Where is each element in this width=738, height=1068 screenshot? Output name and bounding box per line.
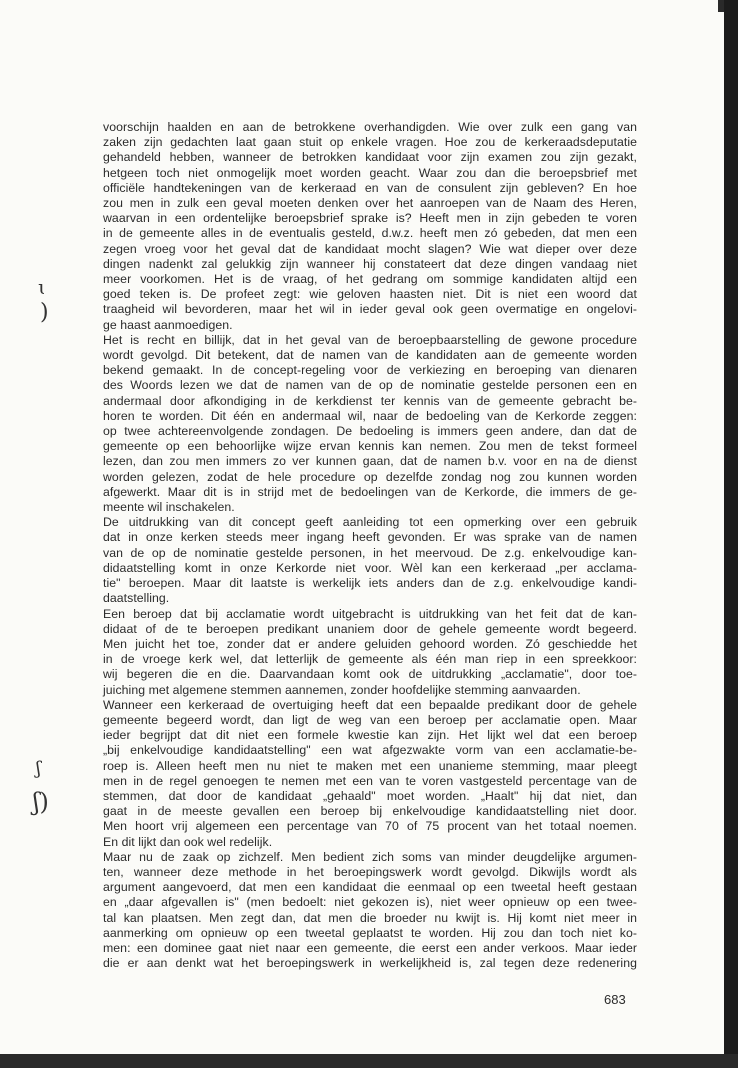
text-line: argument aangevoerd, dat men een kandidaat die eenmaal op een tweetal heeft gestaan — [103, 880, 637, 895]
text-line: die er aan denkt wat het beroepingswerk in werkelijkheid is, zal tegen deze redenering — [103, 956, 637, 971]
text-line: horen te worden. Dit één en andermaal wil, naar de bedoeling van de Kerkorde zeggen: — [103, 408, 637, 423]
scan-edge-right — [724, 0, 738, 1068]
text-line: gemeente begeerd wordt, dan ligt de weg van een beroep per acclamatie open. Maar — [103, 712, 637, 727]
margin-mark: ɩ — [38, 275, 46, 299]
text-line: officiële handtekeningen van de kerkeraad en van de consulent zijn gebleven? En hoe — [103, 180, 637, 195]
text-line: Maar nu de zaak op zichzelf. Men bedient zich soms van minder deugdelijke argumen- — [103, 849, 637, 864]
text-line: zou men in zulk een geval moeten denken over het aanroepen van de Naam des Heren, — [103, 196, 637, 211]
text-line: afgewerkt. Maar dit is in strijd met de bedoelingen van de Kerkorde, die immers de ge- — [103, 484, 637, 499]
text-line: Men hoort vrij algemeen een percentage van 70 of 75 procent van het totaal noemen. — [103, 819, 637, 834]
text-line: En dit lijkt dan ook wel redelijk. — [103, 834, 273, 849]
text-line: ge haast aanmoedigen. — [103, 317, 233, 332]
text-line: Wanneer een kerkeraad de overtuiging heeft dat een bepaalde predikant door de gehele — [103, 697, 637, 712]
text-line: van de op de nominatie gestelde personen, in het meervoud. De z.g. enkelvoudige kan- — [103, 545, 637, 560]
text-line: Een beroep dat bij acclamatie wordt uitgebracht is uitdrukking van het feit dat de kan- — [103, 606, 637, 621]
text-line: aanmerking om opnieuw op een tweetal geplaatst te worden. Hij zou dan toch niet ko- — [103, 925, 637, 940]
text-line: tie" beroepen. Maar dit laatste is werkelijk iets anders dan de z.g. enkelvoudige kandi- — [103, 576, 637, 591]
margin-mark: ʃ) — [33, 788, 49, 816]
margin-mark: ) — [40, 300, 49, 325]
text-line: daatstelling. — [103, 591, 170, 606]
text-line: lezen, dan zou men immers zo ver kunnen gaan, dat de namen b.v. voor en na de dienst — [103, 454, 637, 469]
scan-edge-bottom — [0, 1054, 738, 1068]
text-line: didaat of de te beroepen predikant unaniem door de gehele gemeente wordt begeerd. — [103, 621, 637, 636]
text-line: worden gelezen, zodat de hele procedure op dezelfde zondag nog zou kunnen worden — [103, 469, 637, 484]
text-line: meer voorkomen. Het is de vraag, of het gedrang om sommige kandidaten altijd een — [103, 272, 637, 287]
text-line: men: een dominee gaat niet naar een gemeente, die eerst een ander verkoos. Maar ieder — [103, 940, 637, 955]
text-line: in de vroege kerk wel, dat letterlijk de gemeente als één man riep in een spreekkoor: — [103, 652, 637, 667]
text-line: des Woords lezen we dat de namen van de op de nominatie gestelde personen een en — [103, 378, 637, 393]
text-line: voorschijn haalden en aan de betrokkene overhandigden. Wie over zulk een gang van — [103, 120, 637, 134]
text-line: men in de regel genoegen te nemen met een van te voren vastgesteld percentage van de — [103, 773, 637, 788]
text-line: en „daar afgevallen is" (men bedoelt: niet gekozen is), niet weer opnieuw op een twee- — [103, 895, 637, 910]
text-line: gemeente op een behoorlijke wijze ervan kennis kan nemen. Zou men de tekst formeel — [103, 439, 637, 454]
text-line: juiching met algemene stemmen aannemen, zonder hoofdelijke stemming aanvaarden. — [103, 682, 581, 697]
margin-mark: ʃ — [36, 758, 41, 779]
text-line: didaatstelling komt in onze Kerkorde niet voor. Wèl kan een kerkeraad „per acclama- — [103, 560, 637, 575]
text-line: wij begeren die en die. Daarvandaan komt ook de uitdrukking „acclamatie", door toe- — [103, 667, 637, 682]
text-line: zaken zijn gedachten laat gaan stuit op enkele vragen. Hoe zou de kerkeraadsdeputatie — [103, 135, 637, 150]
text-line: gaat in de meeste gevallen een beroep bij enkelvoudige kandidaatstelling niet door. — [103, 804, 637, 819]
text-line: ieder begrijpt dat dit niet een formele kwestie kan zijn. Het lijkt wel dat een beroep — [103, 728, 637, 743]
text-line: stemmen, dat door de kandidaat „gehaald" moet worden. „Haalt" hij dat niet, dan — [103, 788, 637, 803]
text-line: De uitdrukking van dit concept geeft aanleiding tot een opmerking over een gebruik — [103, 515, 637, 530]
text-line: goed teken is. De profeet zegt: wie geloven haasten niet. Dit is niet een woord dat — [103, 287, 637, 302]
text-line: traagheid wil bevorderen, maar het wil in ieder geval ook geen overmatige en ongelovi- — [103, 302, 637, 317]
text-line: roep is. Alleen heeft men nu niet te maken met een unanieme stemming, maar pleegt — [103, 758, 637, 773]
text-line: dingen nadenkt zal gelukkig zijn wanneer hij constateert dat deze dingen vandaag niet — [103, 256, 637, 271]
body-text — [103, 120, 637, 971]
text-line: „bij enkelvoudige kandidaatstelling" een wat afgezwakte vorm van een acclamatie-be- — [103, 743, 637, 758]
text-line: op twee achtereenvolgende zondagen. De bedoeling is immers geen andere, dan dat de — [103, 424, 637, 439]
text-line: hetgeen toch niet onmogelijk moet worden geacht. Waar zou dan die beroepsbrief met — [103, 165, 637, 180]
text-line: in de gemeente alles in de eventualis gesteld, d.w.z. heeft men zó gebeden, dat men een — [103, 226, 637, 241]
text-line: ten, wanneer deze methode in het beroepingswerk wordt gevolgd. Dikwijls wordt als — [103, 864, 637, 879]
text-line: waarvan in een ordentelijke beroepsbrief sprake is? Heeft men in zijn gebeden te voren — [103, 211, 637, 226]
text-line: andermaal door afkondiging in de kerkdienst ter kennis van de gemeente gebracht be- — [103, 393, 637, 408]
text-line: meente wil inschakelen. — [103, 500, 235, 515]
text-line: tal kan plaatsen. Men zegt dan, dat men die broeder nu kwijt is. Hij komt niet meer in — [103, 910, 637, 925]
page-number: 683 — [604, 992, 626, 1007]
text-line: dat in onze kerken steeds meer ingang heeft gevonden. Er was sprake van de namen — [103, 530, 637, 545]
text-line: wordt gevolgd. Dit betekent, dat de namen van de kandidaten aan de gemeente worden — [103, 348, 637, 363]
text-line: Het is recht en billijk, dat in het geval van de beroepbaarstelling de gewone procedure — [103, 332, 637, 347]
text-line: zegen vroeg voor het geval dat de kandidaat mocht slagen? Wie wat dieper over deze — [103, 241, 637, 256]
text-line: Men juicht het toe, zonder dat er andere geluiden gehoord worden. Zó geschiedde het — [103, 636, 637, 651]
text-line: gehandeld hebben, wanneer de betrokken kandidaat voor zijn examen zou zijn gezakt, — [103, 150, 637, 165]
text-line: bekend gemaakt. In de concept-regeling voor de verkiezing en beroeping van dienaren — [103, 363, 637, 378]
